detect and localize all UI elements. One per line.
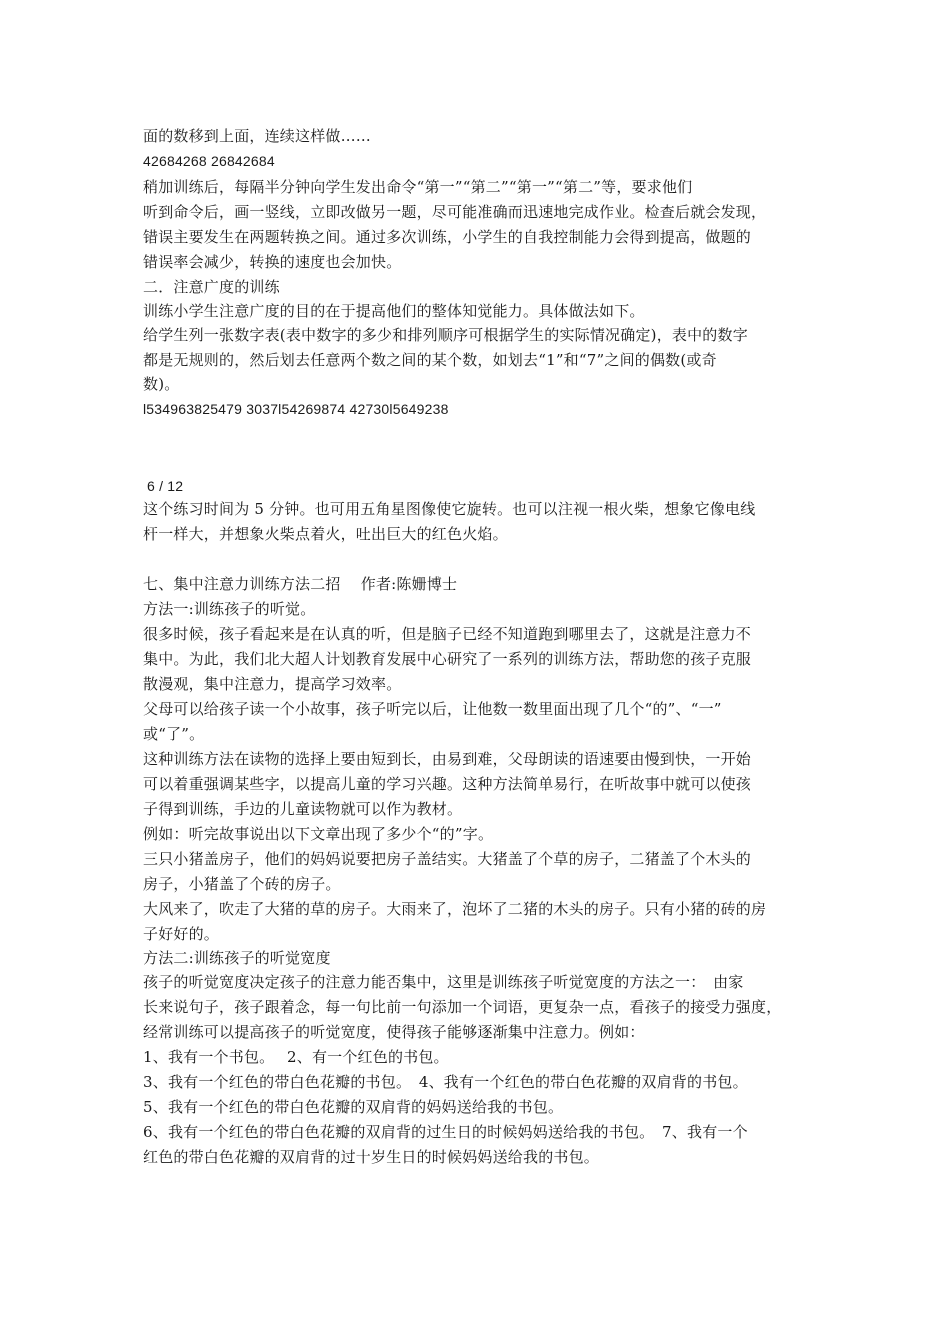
text-line: 这个练习时间为 5 分钟。也可用五角星图像使它旋转。也可以注视一根火柴，想象它像电线 xyxy=(143,500,756,518)
section-heading: 七、集中注意力训练方法二招 作者:陈姗博士 xyxy=(143,575,458,593)
text-line: 错误主要发生在两题转换之间。通过多次训练，小学生的自我控制能力会得到提高，做题的 xyxy=(143,228,752,246)
text-line: 集中。为此，我们北大超人计划教育发展中心研究了一系列的训练方法，帮助您的孩子克服 xyxy=(143,650,752,668)
text-line: 三只小猪盖房子，他们的妈妈说要把房子盖结实。大猪盖了个草的房子，二猪盖了个木头的 xyxy=(143,850,752,868)
text-line: 例如：听完故事说出以下文章出现了多少个“的”字。 xyxy=(143,825,494,843)
text-line: 可以着重强调某些字，以提高儿童的学习兴趣。这种方法简单易行，在听故事中就可以使孩 xyxy=(143,775,752,793)
text-line: 这种训练方法在读物的选择上要由短到长，由易到难，父母朗读的语速要由慢到快，一开始 xyxy=(143,750,752,768)
text-line: 错误率会减少，转换的速度也会加快。 xyxy=(143,253,402,271)
list-item: 3、我有一个红色的带白色花瓣的书包。 4、我有一个红色的带白色花瓣的双肩背的书包。 xyxy=(143,1073,748,1091)
text-line: 子好好的。 xyxy=(143,925,220,943)
method-heading: 方法二:训练孩子的听觉宽度 xyxy=(143,949,331,967)
text-line: 面的数移到上面，连续这样做…… xyxy=(143,127,372,145)
text-line: 稍加训练后，每隔半分钟向学生发出命令“第一”“第二”“第一”“第二”等，要求他们 xyxy=(143,178,693,196)
text-line: 子得到训练，手边的儿童读物就可以作为教材。 xyxy=(143,800,463,818)
list-item: 红色的带白色花瓣的双肩背的过十岁生日的时候妈妈送给我的书包。 xyxy=(143,1148,600,1166)
text-line: 经常训练可以提高孩子的听觉宽度，使得孩子能够逐渐集中注意力。例如： xyxy=(143,1023,645,1041)
text-line: 孩子的听觉宽度决定孩子的注意力能否集中，这里是训练孩子听觉宽度的方法之一： 由家 xyxy=(143,973,744,991)
text-line: 都是无规则的，然后划去任意两个数之间的某个数，如划去“1”和“7”之间的偶数(或奇 xyxy=(143,351,717,369)
text-line: 很多时候，孩子看起来是在认真的听，但是脑子已经不知道跑到哪里去了，这就是注意力不 xyxy=(143,625,752,643)
list-item: 6、我有一个红色的带白色花瓣的双肩背的过生日的时候妈妈送给我的书包。 7、我有一个 xyxy=(143,1123,748,1141)
number-sequence: l534963825479 3037l54269874 42730l5649238 xyxy=(143,401,449,417)
text-line: 杆一样大，并想象火柴点着火，吐出巨大的红色火焰。 xyxy=(143,525,508,543)
section-heading: 二．注意广度的训练 xyxy=(143,278,280,296)
method-heading: 方法一:训练孩子的听觉。 xyxy=(143,600,316,618)
number-sequence: 42684268 26842684 xyxy=(143,153,275,169)
text-line: 房子，小猪盖了个砖的房子。 xyxy=(143,875,341,893)
text-line: 父母可以给孩子读一个小故事，孩子听完以后，让他数一数里面出现了几个“的”、“一” xyxy=(143,700,722,718)
list-item: 5、我有一个红色的带白色花瓣的双肩背的妈妈送给我的书包。 xyxy=(143,1098,564,1116)
text-line: 训练小学生注意广度的目的在于提高他们的整体知觉能力。具体做法如下。 xyxy=(143,302,645,320)
text-line: 听到命令后，画一竖线，立即改做另一题，尽可能准确而迅速地完成作业。检查后就会发现， xyxy=(143,203,767,221)
text-line: 数)。 xyxy=(143,375,180,393)
list-item: 1、我有一个书包。 2、有一个红色的书包。 xyxy=(143,1048,449,1066)
text-line: 或“了”。 xyxy=(143,725,205,743)
page-number: 6 / 12 xyxy=(147,478,184,494)
text-line: 散漫观，集中注意力，提高学习效率。 xyxy=(143,675,402,693)
text-line: 大风来了，吹走了大猪的草的房子。大雨来了，泡坏了二猪的木头的房子。只有小猪的砖的房 xyxy=(143,900,767,918)
text-line: 给学生列一张数字表(表中数字的多少和排列顺序可根据学生的实际情况确定)，表中的数字 xyxy=(143,326,748,344)
text-line: 长来说句子，孩子跟着念，每一句比前一句添加一个词语，更复杂一点，看孩子的接受力强度， xyxy=(143,998,782,1016)
